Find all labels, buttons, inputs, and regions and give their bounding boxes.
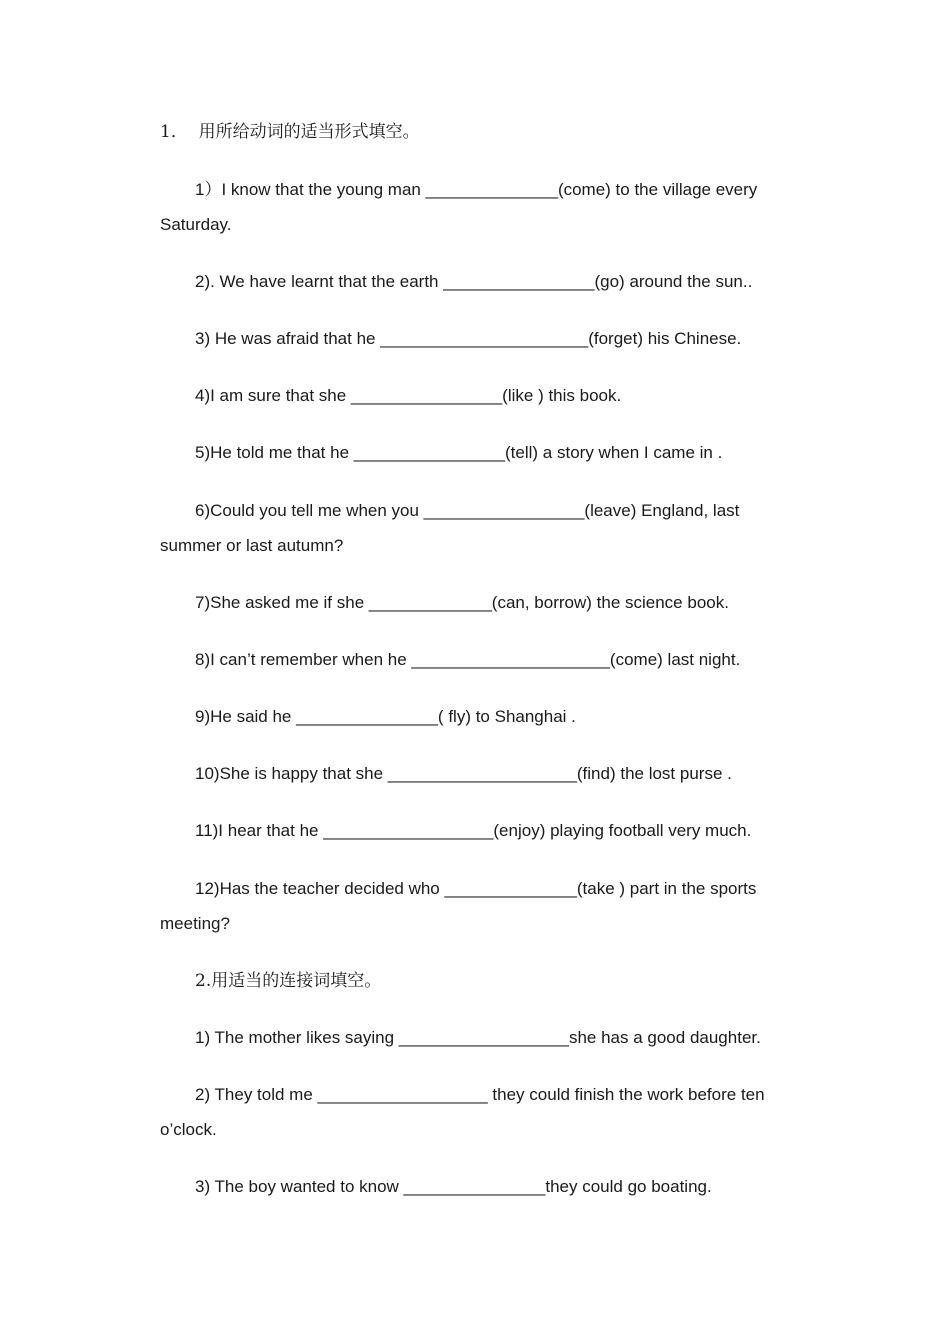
s1-question-7: 7)She asked me if she _____________(can, borrow) the science book. [195, 593, 729, 612]
s1-question-9: 9)He said he _______________( fly) to Shanghai . [195, 707, 576, 726]
s1-question-3: 3) He was afraid that he ______________________(forget) his Chinese. [195, 329, 742, 348]
section2-title: 2.用适当的连接词填空。 [195, 971, 382, 991]
s1-question-8: 8)I can’t remember when he _____________________(come) last night. [195, 650, 741, 669]
s1-question-12-line2: meeting? [160, 914, 230, 933]
s1-question-10: 10)She is happy that she ____________________(find) the lost purse . [195, 764, 732, 783]
s1-question-6-line1: 6)Could you tell me when you _________________(leave) England, last [195, 501, 740, 520]
s2-question-2-line2: o’clock. [160, 1120, 217, 1139]
s1-question-11: 11)I hear that he __________________(enjoy) playing football very much. [195, 821, 752, 840]
s1-question-1-line2: Saturday. [160, 215, 232, 234]
s2-question-2-line1: 2) They told me __________________ they could finish the work before ten [195, 1085, 765, 1104]
s1-question-2: 2). We have learnt that the earth ________________(go) around the sun.. [195, 272, 753, 291]
s1-question-12-line1: 12)Has the teacher decided who ______________(take ) part in the sports [195, 879, 757, 898]
s1-question-6-line2: summer or last autumn? [160, 536, 344, 555]
s1-question-1-line1: 1）I know that the young man ______________(come) to the village every [195, 180, 758, 199]
s2-question-3: 3) The boy wanted to know _______________they could go boating. [195, 1177, 712, 1196]
s1-question-5: 5)He told me that he ________________(tell) a story when I came in . [195, 443, 723, 462]
section1-title: 1． 用所给动词的适当形式填空。 [160, 122, 420, 142]
s2-question-1: 1) The mother likes saying __________________she has a good daughter. [195, 1028, 761, 1047]
s1-question-4: 4)I am sure that she ________________(like ) this book. [195, 386, 622, 405]
